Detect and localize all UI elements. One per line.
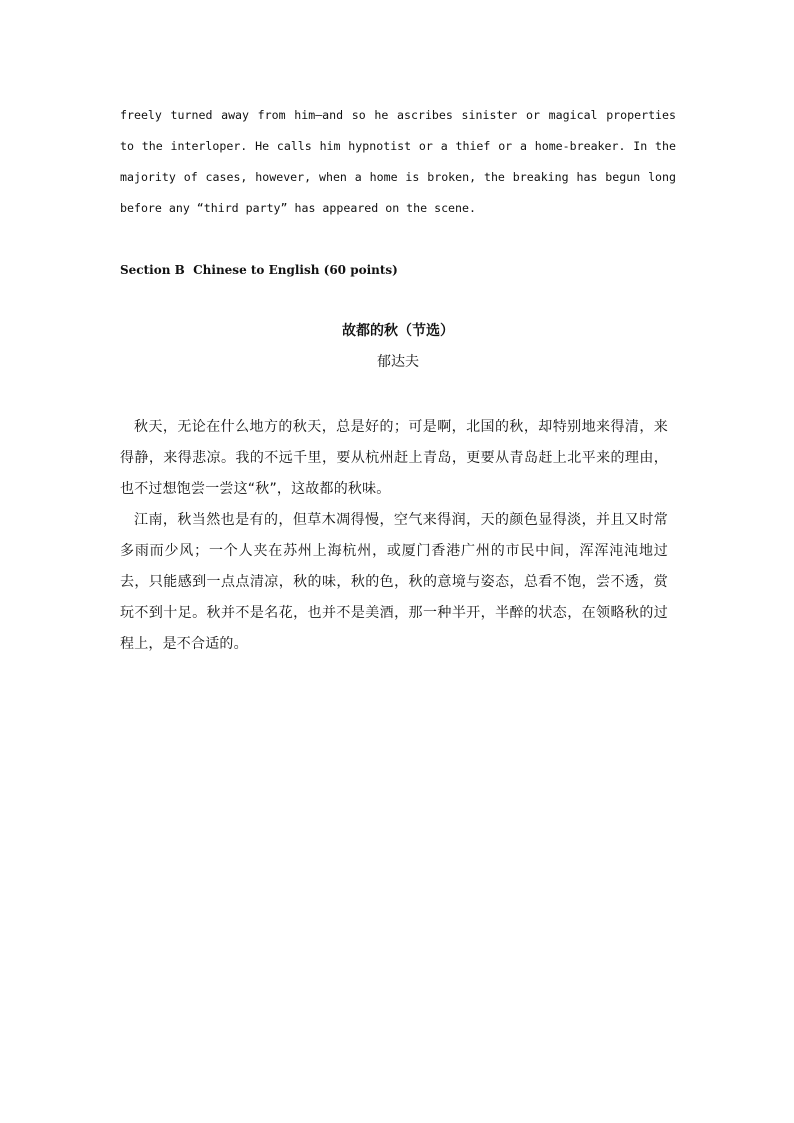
essay-body bbox=[120, 412, 668, 660]
essay-title: 故都的秋（节选） bbox=[342, 323, 454, 339]
document-page bbox=[120, 0, 676, 1123]
essay-paragraph-1: 秋天，无论在什么地方的秋天，总是好的；可是啊，北国的秋，却特别地来得清，来得静，来得悲凉。我的不远千里，要从杭州赶上青岛，更要从青岛赶上北平来的理由，也不过想饱尝一尝这“秋”，这故都的秋味。 bbox=[120, 419, 668, 497]
english-passage-paragraph: freely turned away from him—and so he ascribes sinister or magical properties to the interloper. He calls him hypnotist or a thief or a home-breaker. In the majority of cases, however, when a home is broken, the breaking has begun long before any “third party” has appeared on the scene. bbox=[120, 108, 676, 215]
section-b-heading: Section B Chinese to English (60 points) bbox=[120, 263, 398, 277]
essay-author: 郁达夫 bbox=[377, 354, 419, 370]
essay-paragraph-2: 江南，秋当然也是有的，但草木凋得慢，空气来得润，天的颜色显得淡，并且又时常多雨而少风；一个人夹在苏州上海杭州，或厦门香港广州的市民中间，浑浑沌沌地过去，只能感到一点点清凉，秋的味，秋的色，秋的意境与姿态，总看不饱，尝不透，赏玩不到十足。秋并不是名花，也并不是美酒，那一种半开，半醉的状态，在领略秋的过程上，是不合适的。 bbox=[120, 512, 668, 652]
